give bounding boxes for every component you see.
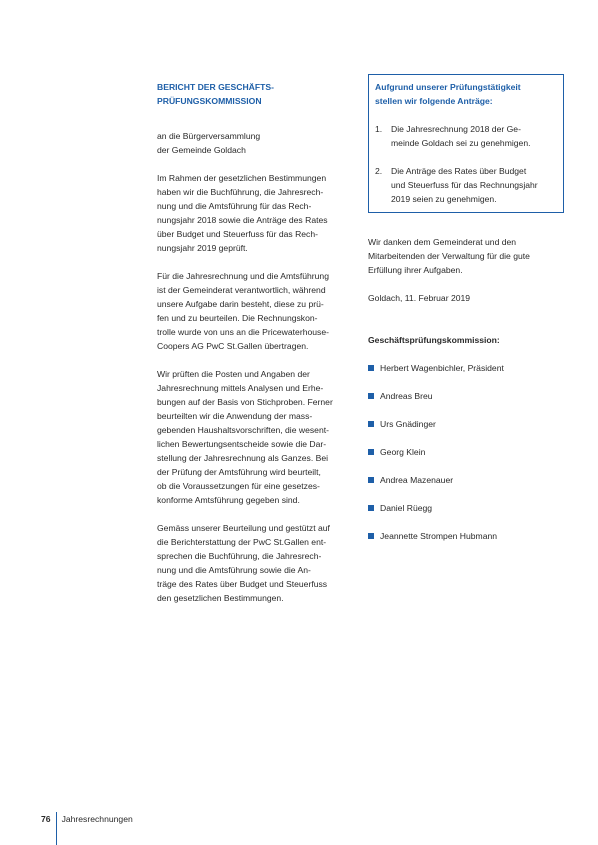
member-name: Urs Gnädinger bbox=[380, 419, 436, 429]
commission-title: Geschäftsprüfungskommission: bbox=[368, 335, 500, 345]
member-name: Georg Klein bbox=[380, 447, 426, 457]
motion-line: 2019 seien zu genehmigen. bbox=[391, 194, 497, 204]
paragraph-line: der Prüfung der Amtsführung wird beurteilt, bbox=[157, 467, 321, 477]
paragraph-line: nung und die Amtsführung sowie die An- bbox=[157, 565, 311, 575]
thanks-line: Erfüllung ihrer Aufgaben. bbox=[368, 265, 463, 275]
motion-number: 1. bbox=[375, 124, 383, 134]
square-bullet-icon bbox=[368, 477, 374, 483]
page-footer bbox=[41, 812, 133, 845]
paragraph-line: beurteilten wir die Anwendung der mass- bbox=[157, 411, 313, 421]
motion-text bbox=[391, 164, 538, 206]
section-title: Jahresrechnungen bbox=[61, 814, 133, 824]
paragraph-line: stellung der Jahresrechnung als Ganzes. Bei bbox=[157, 453, 329, 463]
motions-box bbox=[368, 74, 564, 213]
member-name: Jeannette Strompen Hubmann bbox=[380, 531, 498, 541]
paragraph-line: sprechen die Buchführung, die Jahresrech- bbox=[157, 551, 322, 561]
paragraph-line: träge des Rates über Budget und Steuerfuss bbox=[157, 579, 328, 589]
paragraph-line: haben wir die Buchführung, die Jahresrech- bbox=[157, 187, 324, 197]
list-item bbox=[368, 473, 564, 487]
paragraph-line: Gemäss unserer Beurteilung und gestützt auf bbox=[157, 523, 330, 533]
paragraph-line: Für die Jahresrechnung und die Amtsführung bbox=[157, 271, 329, 281]
addressee-line: an die Bürgerversammlung bbox=[157, 131, 261, 141]
motion-number: 2. bbox=[375, 166, 383, 176]
paragraph-line: fen und zu beurteilen. Die Rechnungskon- bbox=[157, 313, 318, 323]
thanks-line: Wir danken dem Gemeinderat und den bbox=[368, 237, 517, 247]
paragraph-line: Coopers AG PwC St.Gallen übertragen. bbox=[157, 341, 309, 351]
member-name: Andreas Breu bbox=[380, 391, 433, 401]
report-heading-line: PRÜFUNGSKOMMISSION bbox=[157, 96, 262, 106]
square-bullet-icon bbox=[368, 449, 374, 455]
motions-title-line: Aufgrund unserer Prüfungstätigkeit bbox=[375, 82, 521, 92]
report-paragraph bbox=[157, 171, 353, 255]
paragraph-line: nungsjahr 2018 sowie die Anträge des Rates bbox=[157, 215, 328, 225]
member-name: Andrea Mazenauer bbox=[380, 475, 454, 485]
list-item bbox=[368, 389, 564, 403]
square-bullet-icon bbox=[368, 533, 374, 539]
member-name: Herbert Wagenbichler, Präsident bbox=[380, 363, 504, 373]
member-list bbox=[368, 361, 564, 543]
report-paragraph bbox=[157, 367, 353, 507]
paragraph-line: Wir prüften die Posten und Angaben der bbox=[157, 369, 310, 379]
footer-divider bbox=[56, 812, 57, 845]
paragraph-line: ob die Voraussetzungen für eine gesetzes- bbox=[157, 481, 320, 491]
paragraph-line: ist der Gemeinderat verantwortlich, während bbox=[157, 285, 326, 295]
motions-column bbox=[368, 74, 564, 557]
square-bullet-icon bbox=[368, 421, 374, 427]
motion-line: und Steuerfuss für das Rechnungsjahr bbox=[391, 180, 538, 190]
paragraph-line: die Berichterstattung der PwC St.Gallen ent- bbox=[157, 537, 327, 547]
motion-text bbox=[391, 122, 531, 150]
paragraph-line: gebenden Haushaltsvorschriften, die wesent- bbox=[157, 425, 329, 435]
list-item bbox=[368, 445, 564, 459]
list-item bbox=[368, 417, 564, 431]
report-paragraph bbox=[157, 521, 353, 605]
paragraph-line: trolle wurde von uns an die Pricewaterhouse- bbox=[157, 327, 329, 337]
page-number: 76 bbox=[41, 814, 51, 824]
addressee-line: der Gemeinde Goldach bbox=[157, 145, 246, 155]
square-bullet-icon bbox=[368, 505, 374, 511]
paragraph-line: bungen auf der Basis von Stichproben. Ferner bbox=[157, 397, 333, 407]
square-bullet-icon bbox=[368, 393, 374, 399]
paragraph-line: nungsjahr 2019 geprüft. bbox=[157, 243, 248, 253]
list-item bbox=[368, 361, 564, 375]
motions-title bbox=[375, 80, 557, 108]
report-column bbox=[157, 80, 353, 619]
square-bullet-icon bbox=[368, 365, 374, 371]
paragraph-line: nung und die Amtsführung für das Rech- bbox=[157, 201, 312, 211]
motion-line: Die Anträge des Rates über Budget bbox=[391, 166, 527, 176]
motion-item bbox=[375, 122, 557, 150]
report-heading-line: BERICHT DER GESCHÄFTS- bbox=[157, 82, 274, 92]
motion-line: meinde Goldach sei zu genehmigen. bbox=[391, 138, 531, 148]
report-paragraph bbox=[157, 269, 353, 353]
report-heading bbox=[157, 80, 353, 108]
thanks-line: Mitarbeitenden der Verwaltung für die gute bbox=[368, 251, 530, 261]
paragraph-line: über Budget und Steuerfuss für das Rech- bbox=[157, 229, 318, 239]
paragraph-line: Im Rahmen der gesetzlichen Bestimmungen bbox=[157, 173, 327, 183]
thanks-paragraph bbox=[368, 235, 564, 277]
paragraph-line: konforme Amtsführung gegeben sind. bbox=[157, 495, 300, 505]
list-item bbox=[368, 529, 564, 543]
addressee bbox=[157, 129, 353, 157]
motions-title-line: stellen wir folgende Anträge: bbox=[375, 96, 493, 106]
member-name: Daniel Rüegg bbox=[380, 503, 433, 513]
paragraph-line: den gesetzlichen Bestimmungen. bbox=[157, 593, 284, 603]
paragraph-line: Jahresrechnung mittels Analysen und Erhe- bbox=[157, 383, 324, 393]
motion-line: Die Jahresrechnung 2018 der Ge- bbox=[391, 124, 521, 134]
paragraph-line: lichen Bewertungsentscheide sowie die Dar- bbox=[157, 439, 327, 449]
place-date: Goldach, 11. Februar 2019 bbox=[368, 293, 471, 303]
motion-item bbox=[375, 164, 557, 206]
paragraph-line: unsere Aufgabe darin besteht, diese zu prü- bbox=[157, 299, 324, 309]
list-item bbox=[368, 501, 564, 515]
